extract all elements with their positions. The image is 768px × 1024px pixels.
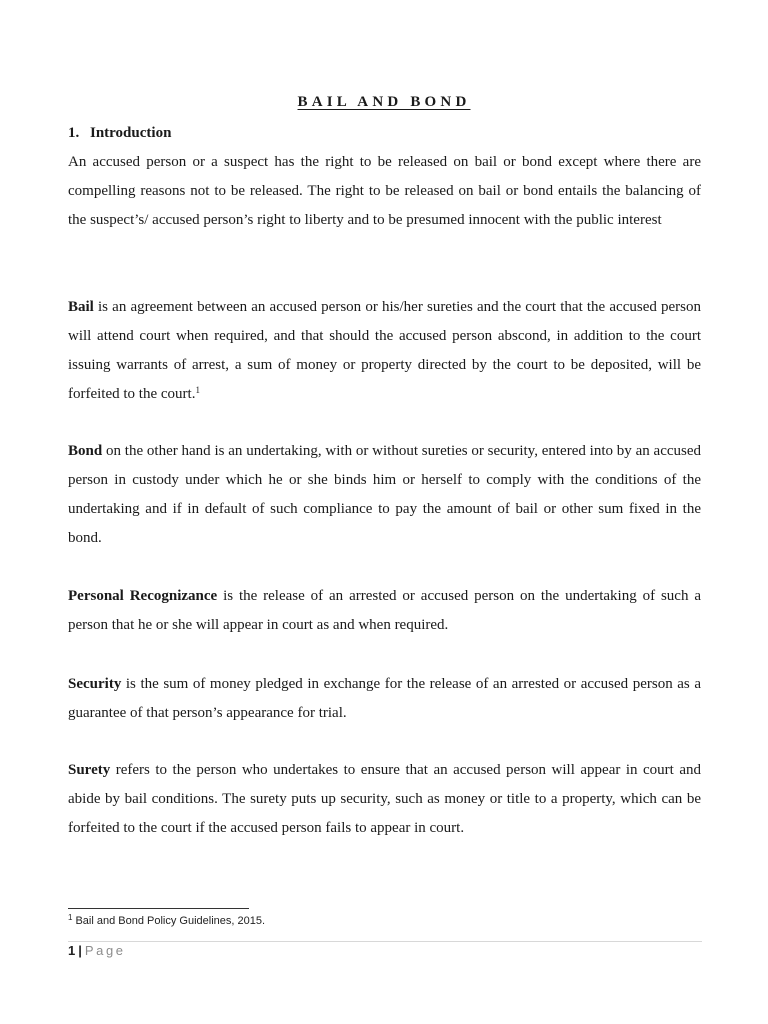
term-bail: Bail bbox=[68, 299, 94, 315]
paragraph-bail bbox=[68, 293, 701, 409]
paragraph-text: is the release of an arrested or accused person on the undertaking of such a person that he or she will appear in court as and when required. bbox=[68, 588, 701, 634]
paragraph-personal-recognizance bbox=[68, 582, 701, 640]
page-number: 1 bbox=[68, 943, 76, 958]
document-title-text: BAIL AND BOND bbox=[297, 94, 471, 110]
paragraph-text: is an agreement between an accused person or his/her sureties and the court that the accused person will attend court when required, and that should the accused person abscond, in addition to the court issuing warrants of arrest, a sum of money or property directed by the court to be deposited, will be forfeited to the court. bbox=[68, 299, 701, 403]
term-personal-recognizance: Personal Recognizance bbox=[68, 588, 218, 604]
footnote-reference[interactable]: 1 bbox=[195, 385, 200, 396]
paragraph-surety bbox=[68, 756, 701, 843]
section-heading bbox=[68, 125, 171, 142]
paragraph-security bbox=[68, 670, 701, 728]
section-title: Introduction bbox=[90, 125, 172, 141]
paragraph-introduction bbox=[68, 148, 701, 235]
document-title bbox=[0, 94, 768, 111]
paragraph-text: refers to the person who undertakes to ensure that an accused person will appear in court and abide by bail conditions. The surety puts up security, such as money or title to a property, which can be forfeited to the court if the accused person fails to appear in court. bbox=[68, 762, 701, 837]
footnote bbox=[68, 915, 265, 927]
paragraph-text: is the sum of money pledged in exchange for the release of an arrested or accused person as a guarantee of that person’s appearance for trial. bbox=[68, 676, 701, 722]
paragraph-text: An accused person or a suspect has the right to be released on bail or bond except where there are compelling reasons not to be released. The right to be released on bail or bond entails the balancing of the suspect’s/ accused person’s right to liberty and to be presumed innocent with the public interest bbox=[68, 154, 701, 229]
term-security: Security bbox=[68, 676, 122, 692]
footnote-text: Bail and Bond Policy Guidelines, 2015. bbox=[75, 915, 266, 927]
section-number: 1. bbox=[68, 125, 80, 141]
paragraph-text: on the other hand is an undertaking, with or without sureties or security, entered into by an accused person in custody under which he or she binds him or herself to comply with the conditions of the undertaking and if in default of such compliance to pay the amount of bail or other sum fixed in the bond. bbox=[68, 443, 701, 547]
footnote-divider bbox=[68, 908, 249, 909]
term-bond: Bond bbox=[68, 443, 103, 459]
paragraph-bond bbox=[68, 437, 701, 553]
footer-divider bbox=[68, 941, 702, 942]
page-footer bbox=[68, 943, 126, 958]
term-surety: Surety bbox=[68, 762, 111, 778]
footer-separator: | bbox=[78, 943, 82, 958]
footnote-number: 1 bbox=[68, 913, 73, 922]
page-label: Page bbox=[84, 943, 126, 958]
